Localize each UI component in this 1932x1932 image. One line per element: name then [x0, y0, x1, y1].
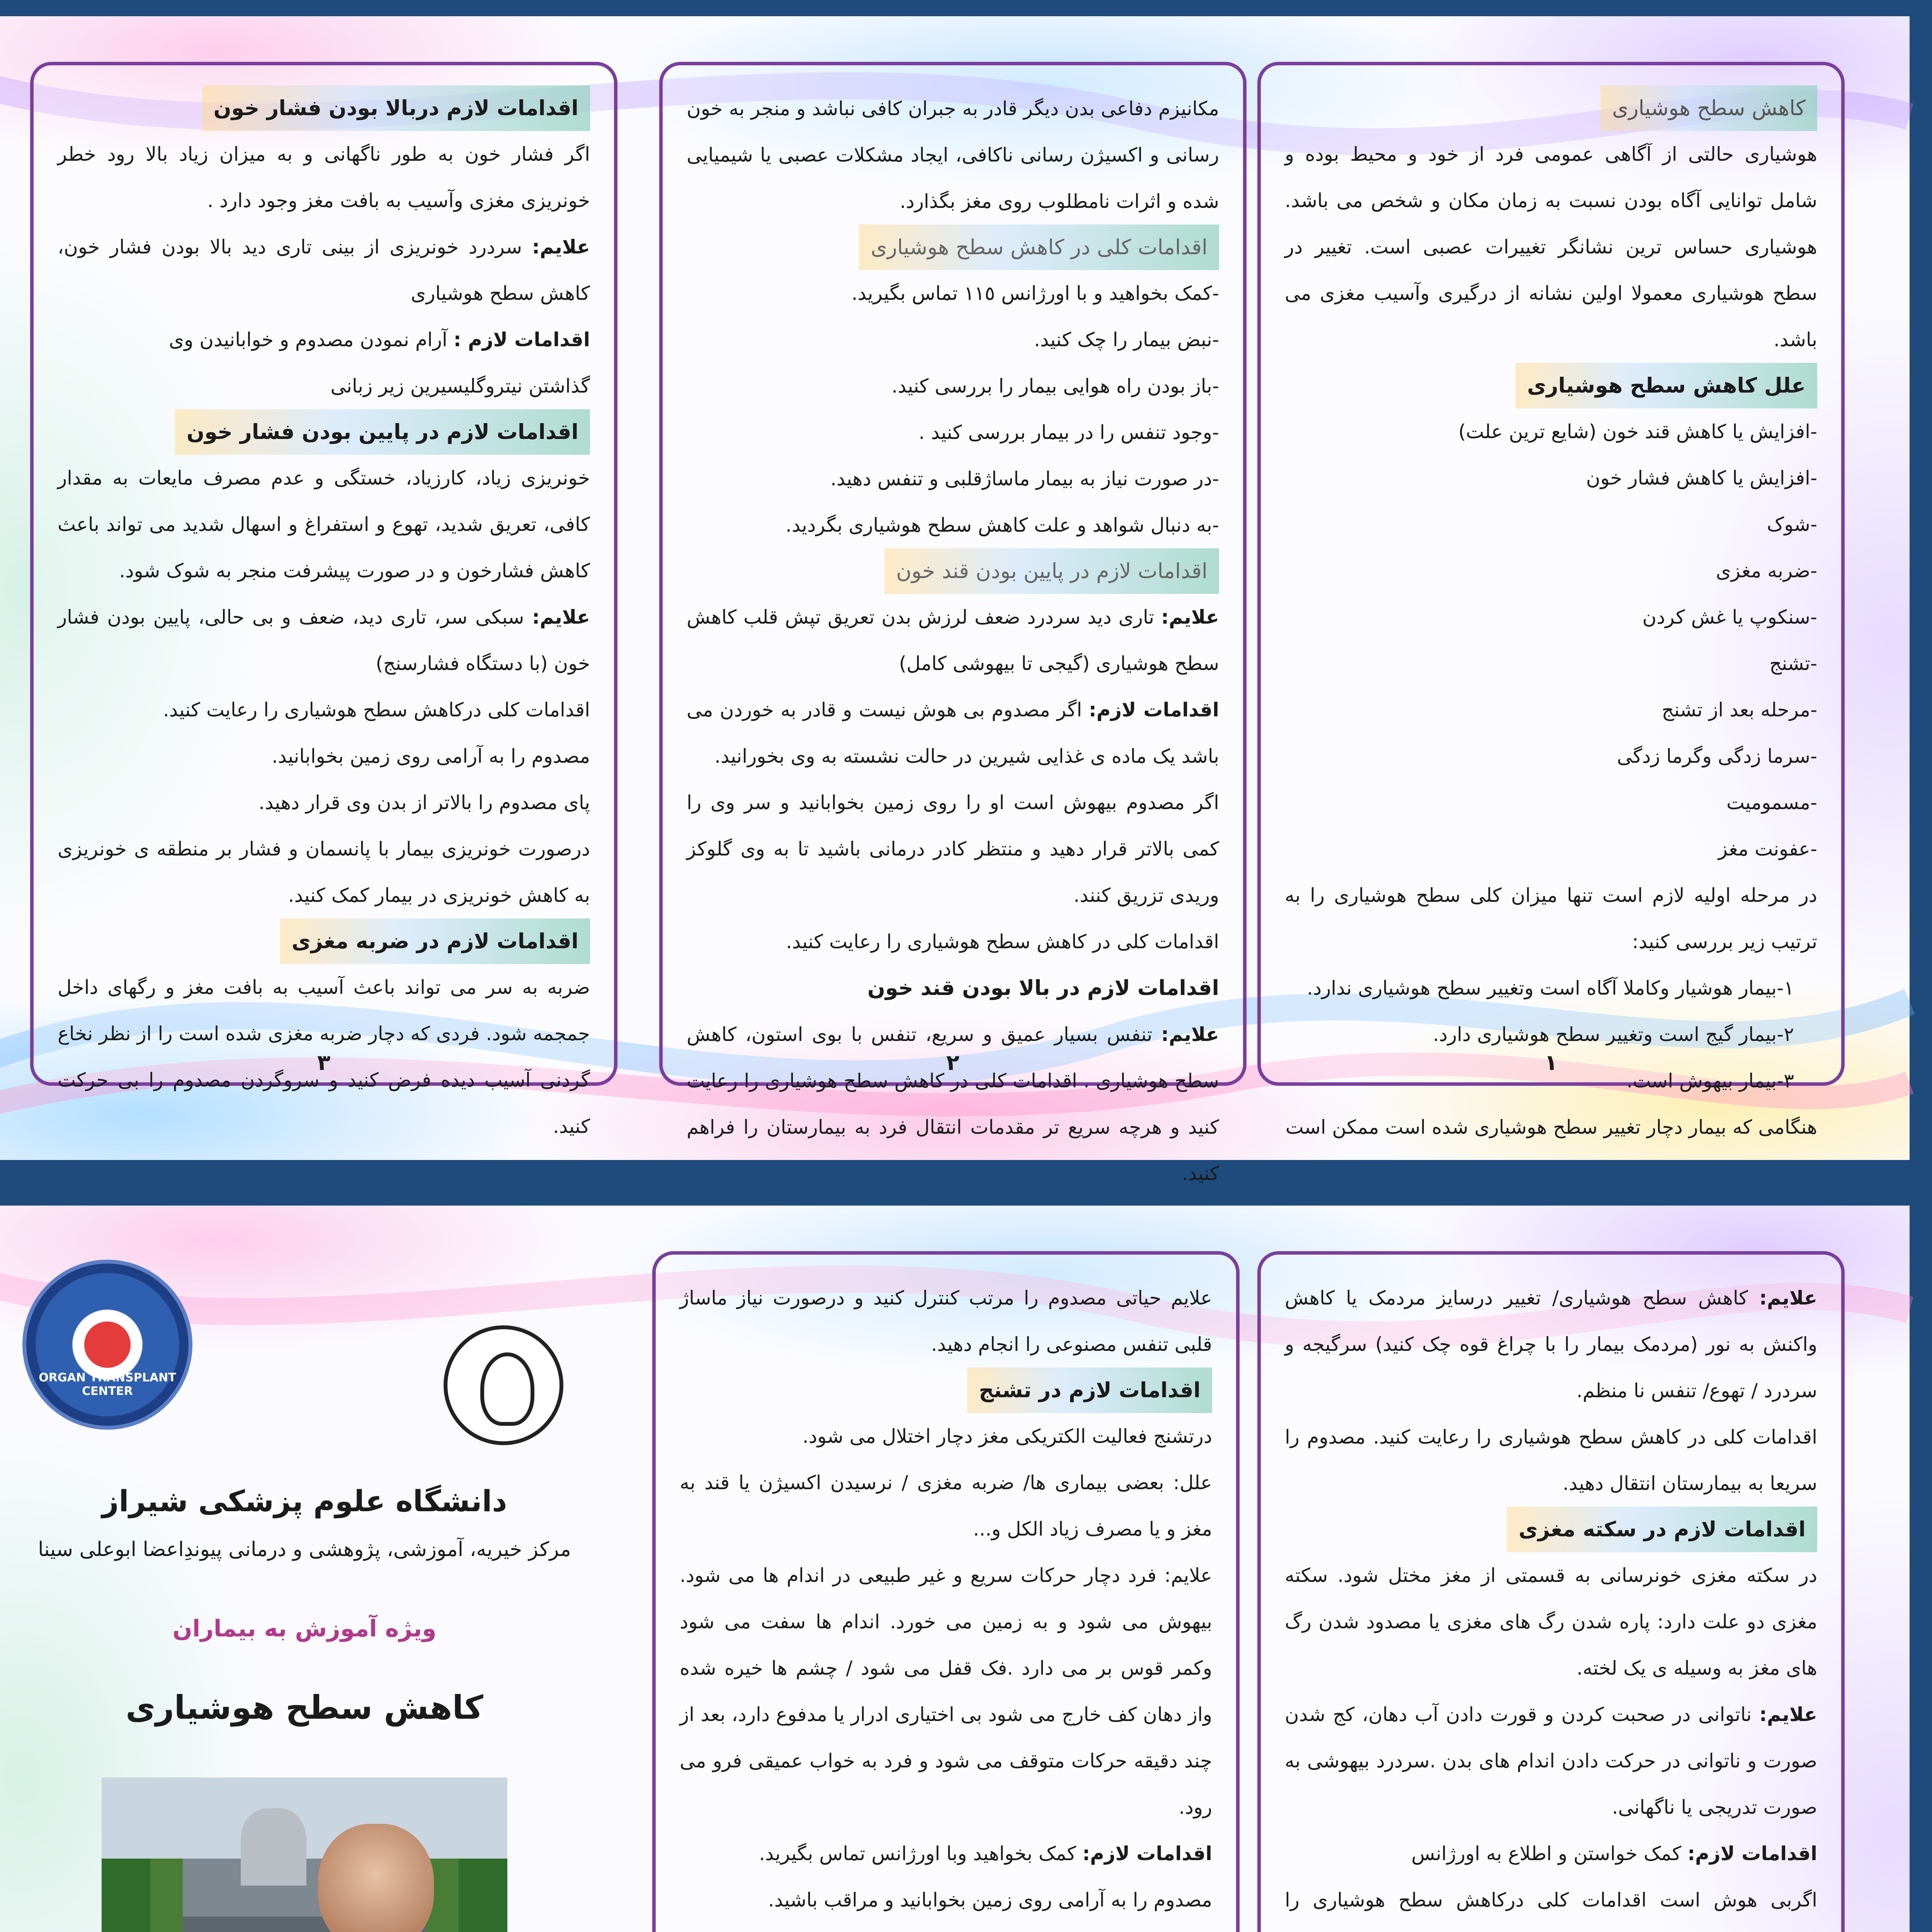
signs-label: علایم:: [1759, 1703, 1817, 1726]
section-heading-intro: کاهش سطح هوشیاری: [1600, 85, 1817, 131]
page-number: ٢: [946, 1050, 960, 1075]
high-bp-signs: [58, 224, 590, 316]
assessment-paragraph: در مرحله اولیه لازم است تنها میزان کلی سطح هوشیاری را به ترتیب زیر بررسی کنید:: [1285, 884, 1817, 953]
cause-item: -ضربه مغزی: [1716, 560, 1817, 582]
cover-photo-dizzy-man: [102, 1777, 507, 1932]
university-emblem: [480, 1352, 534, 1426]
low-sugar-general: اقدامات کلی در کاهش سطح هوشیاری را رعایت کنید.: [786, 930, 1219, 953]
actions-text: کمک خواستن و اطلاع به اورژانس: [1411, 1842, 1688, 1865]
page-number: ٣: [317, 1050, 331, 1075]
stroke-unconscious: اگربی هوش است اقدامات کلی درکاهش سطح هوشیاری را: [1285, 1889, 1817, 1911]
section-heading-general-actions: اقدامات کلی در کاهش سطح هوشیاری: [859, 224, 1219, 270]
consciousness-level: ١-بیمار هوشیار وکاملا آگاه است وتغییر سطح هوشیاری ندارد.: [1307, 977, 1794, 999]
actions-label: اقدامات لازم:: [1687, 1842, 1817, 1865]
high-sugar-signs: [687, 1011, 1219, 1197]
panel-1: [1257, 62, 1845, 1138]
low-bp-step: درصورت خونریزی بیمار با پانسمان و فشار بر منطقه ی خونریزی به کاهش خونریزی در بیمار کمک کنید.: [58, 838, 590, 906]
actions-text: کمک بخواهید وبا اورژانس تماس بگیرید.: [759, 1842, 1083, 1865]
section-heading-head-injury: اقدامات لازم در ضربه مغزی: [280, 918, 590, 964]
panel-3: [30, 62, 617, 1138]
general-action-item: -باز بودن راه هوایی بیمار را بررسی کنید.: [891, 375, 1219, 397]
signs-text: سبکی سر، تاری دید، ضعف و بی حالی، پایین بودن فشار خون (با دستگاه فشارسنج): [58, 606, 590, 675]
brochure-outer-side: [0, 16, 1910, 1185]
cause-item: -افزایش یا کاهش فشار خون: [1586, 467, 1817, 489]
general-action-item: -وجود تنفس را در بیمار بررسی کنید .: [918, 421, 1219, 444]
low-bp-step: مصدوم را به آرامی روی زمین بخوابانید.: [272, 745, 590, 767]
consciousness-level: ٣-بیمار بیهوش است.: [1626, 1070, 1794, 1092]
seizure-actions: [680, 1830, 1212, 1877]
consciousness-level: ٢-بیمار گیج است وتغییر سطح هوشیاری دارد.: [1433, 1023, 1794, 1046]
low-sugar-unconscious: اگر مصدوم بیهوش است او را روی زمین بخوابانید و سر وی را کمی بالاتر قرار دهید و منتظر کادر درمانی باشید تا به وی گلوکز وریدی تزریق کنند.: [687, 791, 1219, 906]
general-action-item: -کمک بخواهید و با اورژانس ١١٥ تماس بگیرید.: [851, 282, 1219, 304]
actions-label: اقدامات لازم:: [1082, 1842, 1212, 1865]
intro-paragraph: هوشیاری حالتی از آگاهی عمومی فرد از خود و محیط بوده و شامل توانایی آگاه بودن نسبت به زمان مکان و شخص می باشد. هوشیاری حساس ترین نشانگر تغییرات عصبی است. تغییر در سطح هوشیاری معمولا اولین نشانه از درگیری وآسیب مغزی می باشد.: [1285, 143, 1817, 351]
signs-label: علایم:: [1164, 1564, 1212, 1587]
cause-item: -سرما زدگی وگرما زدگی: [1617, 745, 1817, 767]
section-heading-seizure: اقدامات لازم در تشنج: [967, 1367, 1212, 1413]
signs-label: علایم:: [1161, 1023, 1219, 1046]
general-action-item: -به دنبال شواهد و علت کاهش سطح هوشیاری بگردید.: [785, 514, 1219, 536]
actions-label: اقدامات لازم :: [453, 328, 590, 351]
signs-text: تنفس بسیار عمیق و سریع، تنفس با بوی استون، کاهش سطح هوشیاری . اقدامات کلی در کاهش سطح هوشیاری را رعایت کنید و هرچه سریع تر مقدمات انتقال فرد به بیمارستان را فراهم کنید.: [687, 1023, 1219, 1185]
section-heading-causes: علل کاهش سطح هوشیاری: [1515, 363, 1817, 408]
seizure-step: [680, 1923, 1212, 1932]
university-name: دانشگاه علوم پزشکی شیراز: [102, 1484, 507, 1518]
cause-item: -مرحله بعد از تشنج: [1662, 699, 1817, 721]
photo-face: [318, 1824, 434, 1932]
causes-text: بعضی بیماری ها/ ضربه مغزی / نرسیدن اکسیژن یا قند به مغز و یا مصرف زیاد الکل و...: [680, 1471, 1212, 1540]
cause-item: -سنکوپ یا غش کردن: [1642, 606, 1817, 628]
audience-label: ویژه آموزش به بیماران: [172, 1615, 437, 1642]
head-injury-text: ضربه به سر می تواند باعث آسیب به بافت مغز و رگهای داخل جمجمه شود. فردی که دچار ضربه مغزی شده است را از نظر نخاع گردنی آسیب دیده فرض کنید و سروگردن مصدوم را بی حرکت کنید.: [58, 976, 590, 1138]
continuation-paragraph: مکانیزم دفاعی بدن دیگر قادر به جبران کافی نباشد و منجر به خون رسانی و اکسیژن رسانی ناکافی، ایجاد مشکلات عصبی یا شیمیایی شده و اثرات نامطلوب روی مغز بگذارد.: [687, 97, 1219, 213]
signs-label: علایم:: [532, 236, 590, 258]
low-bp-signs: [58, 594, 590, 687]
continuation-paragraph: علایم حیاتی مصدوم را مرتب کنترل کنید و درصورت نیاز ماساژ قلبی تنفس مصنوعی را انجام دهید.: [680, 1287, 1212, 1355]
section-heading-stroke: اقدامات لازم در سکته مغزی: [1507, 1507, 1817, 1552]
signs-text: سردرد خونریزی از بینی تاری دید بالا بودن فشار خون، کاهش سطح هوشیاری: [58, 236, 590, 304]
head-injury-general: اقدامات کلی در کاهش سطح هوشیاری را رعایت کنید. مصدوم را سریعا به بیمارستان انتقال دهید.: [1285, 1426, 1817, 1495]
cause-item: -شوک: [1767, 513, 1817, 536]
signs-text: کاهش سطح هوشیاری/ تغییر درسایز مردمک یا کاهش واکنش به نور (مردمک بیمار را با چراغ قوه چک کنید) سرگیجه و سردرد / تهوع/ تنفس نا منظم.: [1285, 1287, 1817, 1402]
low-sugar-actions: [687, 687, 1219, 779]
signs-label: علایم:: [1161, 606, 1219, 628]
section-heading-high-blood-pressure: اقدامات لازم دربالا بودن فشار خون: [202, 85, 590, 131]
brochure-inner-side: [0, 1206, 1910, 1932]
actions-label: اقدامات لازم:: [1088, 699, 1219, 721]
org-logo-text: ORGAN TRANSPLANT CENTER: [39, 1371, 176, 1398]
signs-text: فرد دچار حرکات سریع و غیر طبیعی در اندام ها می شود. بیهوش می شود و به زمین می خورد. اندام ها سفت می شود وکمر قوس بر می دارد .فک قفل می شود / چشم ها خیره شده واز دهان کف خارج می شود بی اختیاری ادرار یا مدفوع دارد، بعد از چند دقیقه حرکات متوقف می شود و فرد به خواب عمیقی فرو می رود.: [680, 1564, 1212, 1818]
stroke-text: در سکته مغزی خونرسانی به قسمتی از مغز مختل شود. سکته مغزی دو علت دارد: پاره شدن رگ های مغزی یا مصدود شدن رگ های مغز به وسیله ی یک لخته.: [1285, 1564, 1817, 1679]
stroke-signs: [1285, 1691, 1817, 1830]
panel-4: [1257, 1251, 1845, 1932]
center-name: مرکز خیریه، آموزشی، پژوهشی و درمانی پیوندِاعضا ابوعلی سینا: [38, 1538, 571, 1561]
cause-item: -عفونت مغز: [1718, 838, 1817, 860]
cover-panel: [0, 1206, 625, 1932]
low-bp-step: پای مصدوم را بالاتر از بدن وی قرار دهید.: [259, 791, 590, 814]
cause-item: -افزایش یا کاهش قند خون (شایع ترین علت): [1458, 420, 1817, 443]
section-heading-high-blood-sugar: اقدامات لازم در بالا بودن قند خون: [867, 976, 1219, 1000]
signs-label: علایم:: [532, 606, 590, 628]
low-bp-step: اقدامات کلی درکاهش سطح هوشیاری را رعایت کنید.: [163, 699, 590, 721]
logo-emblem: [84, 1321, 131, 1368]
continuation-paragraph: هنگامی که بیمار دچار تغییر سطح هوشیاری شده است ممکن است: [1285, 1116, 1817, 1138]
organ-transplant-center-logo: [26, 1264, 189, 1426]
cause-item: -تشنج: [1769, 652, 1817, 675]
actions-text: آرام نمودن مصدوم و خوابانیدن وی: [169, 328, 454, 351]
low-sugar-signs: [687, 594, 1219, 687]
panel-5: [652, 1251, 1240, 1932]
seizure-causes: [680, 1459, 1212, 1552]
page-number: ١: [1544, 1050, 1558, 1075]
high-bp-actions: [58, 316, 590, 363]
stroke-actions: [1285, 1830, 1817, 1877]
low-bp-text: خونریزی زیاد، کارزیاد، خستگی و عدم مصرف مایعات به مقدار کافی، تعریق شدید، تهوع و استفراغ و اسهال شدید می تواند باعث کاهش فشارخون و در صورت پیشرفت منجر به شوک شود.: [58, 467, 590, 582]
signs-label: علایم:: [1759, 1287, 1817, 1309]
general-action-item: -در صورت نیاز به بیمار ماساژقلبی و تنفس دهید.: [830, 468, 1219, 490]
signs-text: ناتوانی در صحبت کردن و قورت دادن آب دهان، کج شدن صورت و ناتوانی در حرکت دادن اندام های بدن .سردرد بیهوشی به صورت تدریجی یا ناگهانی.: [1285, 1703, 1817, 1818]
high-bp-text: اگر فشار خون به طور ناگهانی و به میزان زیاد بالا رود خطر خونریزی مغزی وآسیب به بافت مغز وجود دارد .: [58, 143, 590, 212]
photo-arch: [241, 1808, 306, 1886]
cover-title: کاهش سطح هوشیاری: [126, 1689, 483, 1726]
panel-2: [659, 62, 1247, 1185]
seizure-definition: درتشنج فعالیت الکتریکی مغز دچار اختلال می شود.: [802, 1425, 1212, 1447]
actions-text: اگر مصدوم بی هوش نیست و قادر به خوردن می باشد یک ماده ی غذایی شیرین در حالت نشسته به وی بخورانید.: [687, 699, 1219, 767]
seizure-step: مصدوم را به آرامی روی زمین بخوابانید و مراقب باشید.: [768, 1889, 1212, 1911]
section-heading-low-blood-pressure: اقدامات لازم در پایین بودن فشار خون: [175, 409, 590, 455]
general-action-item: -نبض بیمار را چک کنید.: [1034, 328, 1219, 351]
cause-item: -مسمومیت: [1726, 791, 1817, 814]
section-heading-low-blood-sugar: اقدامات لازم در پایین بودن قند خون: [884, 548, 1219, 594]
university-logo: [444, 1325, 563, 1445]
signs-text: تاری دید سردرد ضعف لرزش بدن تعریق تپش قلب کاهش سطح هوشیاری (گیجی تا بیهوشی کامل): [687, 606, 1219, 675]
seizure-signs: [680, 1552, 1212, 1830]
head-injury-signs: [1285, 1275, 1817, 1414]
causes-label: علل:: [1173, 1471, 1212, 1494]
high-bp-nitro: گذاشتن نیتروگلیسیرین زیر زبانی: [330, 375, 590, 397]
